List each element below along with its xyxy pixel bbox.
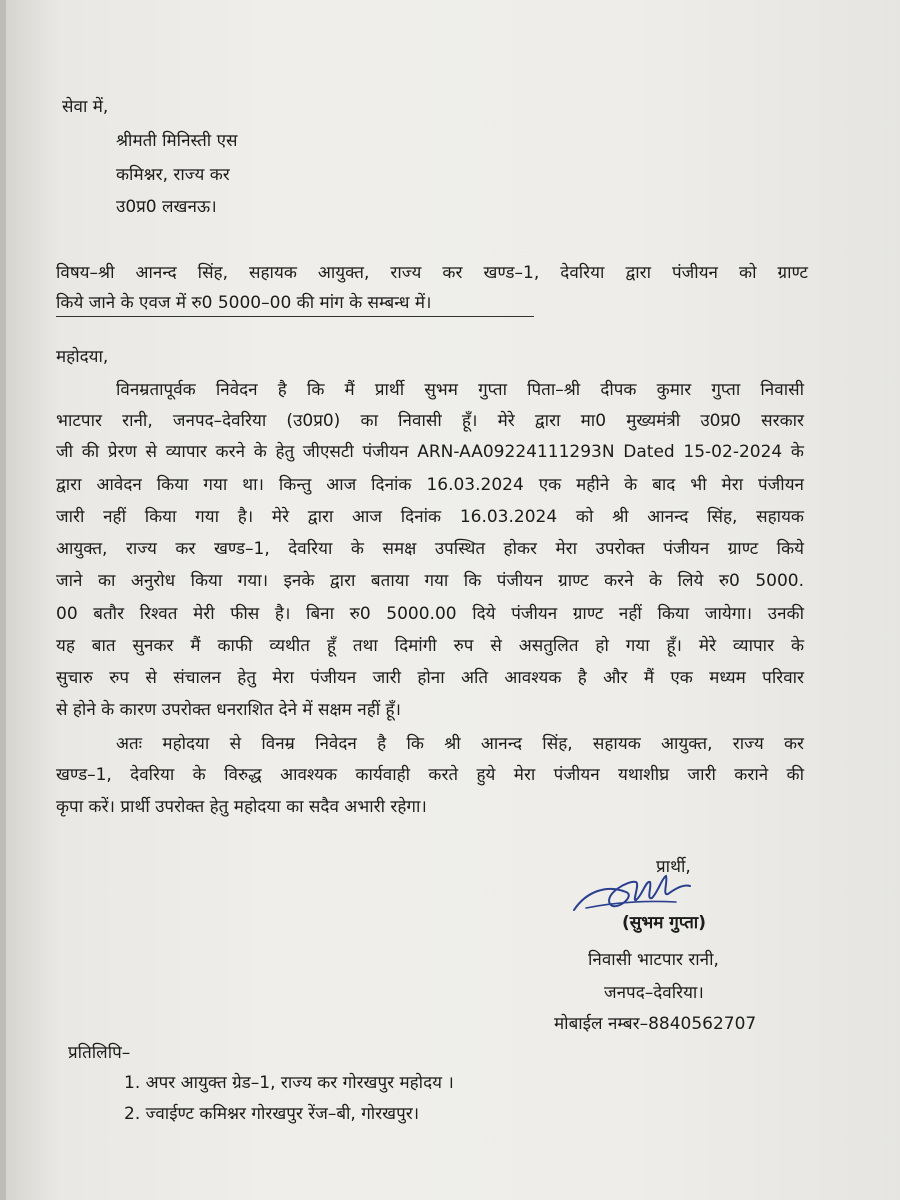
subject-line-2: किये जाने के एवज में रु0 5000–00 की मांग के सम्बन्ध में। bbox=[56, 293, 432, 313]
greeting: महोदया, bbox=[56, 347, 109, 367]
recipient-designation: कमिश्नर, राज्य कर bbox=[116, 165, 230, 185]
copy-item: 1. अपर आयुक्त ग्रेड–1, राज्य कर गोरखपुर महोदय । bbox=[124, 1073, 454, 1093]
body-line: खण्ड–1, देवरिया के विरुद्ध आवश्यक कार्यवाही करते हुये मेरा पंजीयन यथाशीघ्र जारी कराने की bbox=[56, 765, 804, 785]
body-line: जारी नहीं किया गया है। मेरे द्वारा आज दिनांक 16.03.2024 को श्री आनन्द सिंह, सहायक bbox=[56, 507, 804, 527]
copy-item: 2. ज्वाईण्ट कमिश्नर गोरखपुर रेंज–बी, गोरखपुर। bbox=[124, 1104, 420, 1124]
body-line: सुचारु रुप से संचालन हेतु मेरा पंजीयन जारी होना अति आवश्यक है और मैं एक मध्यम परिवार bbox=[56, 668, 804, 688]
body-line: द्वारा आवेदन किया गया था। किन्तु आज दिनांक 16.03.2024 एक महीने के बाद भी मेरा पंजीयन bbox=[56, 475, 804, 495]
body-line: विनम्रतापूर्वक निवेदन है कि मैं प्रार्थी सुभम गुप्ता पिता–श्री दीपक कुमार गुप्ता निवासी bbox=[116, 380, 804, 400]
recipient-location: उ0प्र0 लखनऊ। bbox=[116, 197, 217, 217]
body-line: यह बात सुनकर मैं काफी व्यथीत हूँ तथा दिमांगी रुप से असतुलित हो गया हूँ। मेरे व्यापार के bbox=[56, 636, 804, 656]
subject-line-1: विषय–श्री आनन्द सिंह, सहायक आयुक्त, राज्य कर खण्ड–1, देवरिया द्वारा पंजीयन को ग्राण्ट bbox=[56, 263, 808, 283]
salutation-to: सेवा में, bbox=[62, 97, 109, 117]
body-line: जाने का अनुरोध किया गया। इनके द्वारा बताया गया कि पंजीयन ग्राण्ट करने के लिये रु0 5000. bbox=[56, 571, 804, 591]
body-line: से होने के कारण उपरोक्त धनराशित देने में सक्षम नहीं हूँ। bbox=[56, 700, 401, 720]
body-line: कृपा करें। प्रार्थी उपरोक्त हेतु महोदया का सदैव अभारी रहेगा। bbox=[56, 797, 427, 817]
copy-label: प्रतिलिपि– bbox=[68, 1043, 131, 1063]
body-line: 00 बतौर रिश्वत मेरी फीस है। बिना रु0 5000.00 दिये पंजीयन ग्राण्ट नहीं किया जायेगा। उनकी bbox=[56, 604, 804, 624]
applicant-label: प्रार्थी, bbox=[656, 857, 691, 877]
signatory-address-1: निवासी भाटपार रानी, bbox=[588, 950, 719, 970]
signatory-name: (सुभम गुप्ता) bbox=[622, 913, 706, 933]
signatory-mobile: मोबाईल नम्बर–8840562707 bbox=[554, 1014, 757, 1034]
subject-underline bbox=[56, 316, 534, 317]
body-line: भाटपार रानी, जनपद–देवरिया (उ0प्र0) का निवासी हूँ। मेरे द्वारा मा0 मुख्यमंत्री उ0प्र0 सरकार bbox=[56, 411, 804, 431]
body-line: जी की प्रेरण से व्यापार करने के हेतु जीएसटी पंजीयन ARN-AA09224111293N Dated 15-02-2024 के bbox=[56, 442, 804, 462]
recipient-name: श्रीमती मिनिस्ती एस bbox=[116, 131, 238, 151]
body-line: आयुक्त, राज्य कर खण्ड–1, देवरिया के समक्ष उपस्थित होकर मेरा उपरोक्त पंजीयन ग्राण्ट किये bbox=[56, 539, 804, 559]
body-line: अतः महोदया से विनम्र निवेदन है कि श्री आनन्द सिंह, सहायक आयुक्त, राज्य कर bbox=[116, 734, 804, 754]
signatory-address-2: जनपद–देवरिया। bbox=[604, 983, 704, 1003]
